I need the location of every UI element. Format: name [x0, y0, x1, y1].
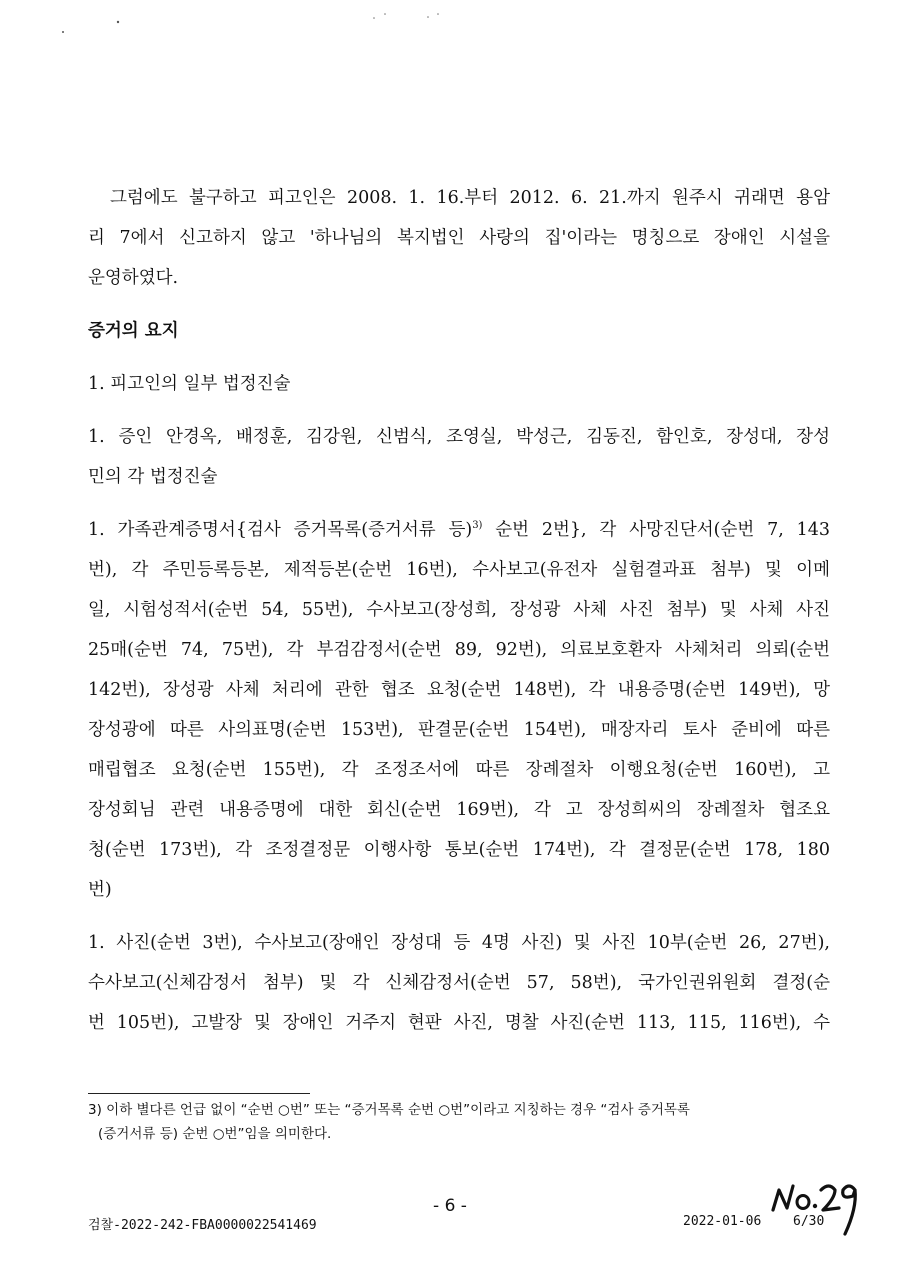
- document-id: 검찰-2022-242-FBA0000022541469: [88, 1218, 317, 1233]
- text-line: [88, 510, 830, 550]
- text-line: 번), 각 주민등록등본, 제적등본(순번 16번), 수사보고(유전자 실험결과표 첨부) 및 이메: [88, 560, 830, 580]
- text-segment: 1. 가족관계증명서{검사 증거목록(증거서류 등): [88, 520, 473, 540]
- text-line: 142번), 장성광 사체 처리에 관한 협조 요청(순번 148번), 각 내용증명(순번 149번), 망: [88, 680, 830, 700]
- footnote: [88, 1098, 830, 1146]
- text-line: 1. 증인 안경옥, 배정훈, 김강원, 신범식, 조영실, 박성근, 김동진, 함인호, 장성대, 장성: [88, 427, 830, 447]
- intro-paragraph: [88, 178, 830, 298]
- sheet-count: 6/30: [793, 1214, 825, 1229]
- text-line: 청(순번 173번), 각 조정결정문 이행사항 통보(순번 174번), 각 결정문(순번 178, 180: [88, 840, 830, 860]
- evidence-item: [88, 510, 830, 910]
- footnote-line: (증거서류 등) 순번 ○번”임을 의미한다.: [98, 1126, 332, 1142]
- document-date: 2022-01-06: [683, 1214, 762, 1229]
- footnote-ref: 3): [472, 520, 483, 532]
- evidence-item: [88, 417, 830, 497]
- text-line: 리 7에서 신고하지 않고 '하나님의 복지법인 사랑의 집'이라는 명칭으로 장애인 시설을: [88, 228, 830, 248]
- text-line: 수사보고(신체감정서 첨부) 및 각 신체감정서(순번 57, 58번), 국가인권위원회 결정(순: [88, 973, 830, 993]
- footnote-divider: [88, 1093, 310, 1094]
- scan-specks: [0, 8, 900, 38]
- footnote-line: 3) 이하 별다른 언급 없이 “순번 ○번” 또는 “증거목록 순번 ○번”이라고 지칭하는 경우 “검사 증거목록: [88, 1102, 690, 1118]
- text-segment: 순번 2번}, 각 사망진단서(순번 7, 143: [482, 520, 830, 540]
- text-line: 일, 시험성적서(순번 54, 55번), 수사보고(장성희, 장성광 사체 사진 첨부) 및 사체 사진: [88, 600, 830, 620]
- section-heading: 증거의 요지: [88, 321, 179, 341]
- evidence-item: 1. 피고인의 일부 법정진술: [88, 374, 291, 394]
- text-line: 1. 사진(순번 3번), 수사보고(장애인 장성대 등 4명 사진) 및 사진 10부(순번 26, 27번),: [88, 933, 830, 953]
- text-line: 민의 각 법정진술: [88, 467, 218, 487]
- text-line: 매립협조 요청(순번 155번), 각 조정조서에 따른 장례절차 이행요청(순번 160번), 고: [88, 760, 830, 780]
- text-line: 그럼에도 불구하고 피고인은 2008. 1. 16.부터 2012. 6. 21.까지 원주시 귀래면 용암: [110, 188, 830, 208]
- handwritten-page-mark: [765, 1168, 865, 1238]
- text-line: 장성광에 따른 사의표명(순번 153번), 판결문(순번 154번), 매장자리 토사 준비에 따른: [88, 720, 830, 740]
- text-line: 장성회님 관련 내용증명에 대한 회신(순번 169번), 각 고 장성희씨의 장례절차 협조요: [88, 800, 830, 820]
- body-text: [88, 178, 830, 1043]
- page-number: - 6 -: [433, 1196, 467, 1216]
- text-line: 25매(순번 74, 75번), 각 부검감정서(순번 89, 92번), 의료보호환자 사체처리 의뢰(순번: [88, 640, 830, 660]
- text-line: 번): [88, 880, 112, 900]
- evidence-item: [88, 923, 830, 1043]
- text-line: 번 105번), 고발장 및 장애인 거주지 현판 사진, 명찰 사진(순번 113, 115, 116번), 수: [88, 1013, 830, 1033]
- text-line: 운영하였다.: [88, 268, 179, 288]
